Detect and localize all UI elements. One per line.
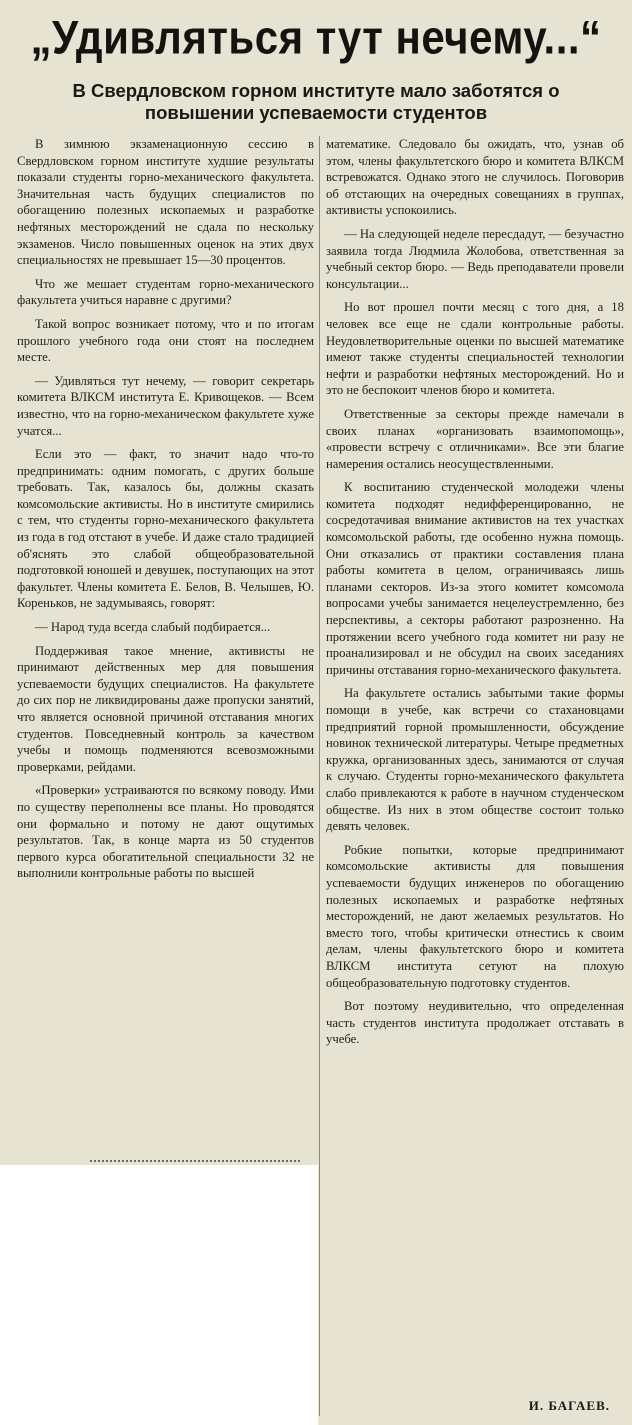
paragraph: Что же мешает студентам горно-механического факультета учиться наравне с другими? [17, 276, 314, 308]
author-signature: И. БАГАЕВ. [528, 1398, 610, 1413]
paragraph: — Народ туда всегда слабый подбирается... [35, 620, 271, 635]
paragraph: Если это — факт, то значит надо что-то предпринимать: одним помогать, с других больше требовать. Так, казалось бы, должны сказать комсомольские активисты. Но в институте смирились с тем, что студенты горно-механического факультета из года в год отстают в учебе. И даже стало традицией об'яснять это слабой общеобразовательной подготовкой юношей и девушек, поступающих на этот факультет. Члены комитета Е. Белов, В. Челышев, Ю. Кореньков, не задумываясь, говорят: [17, 447, 314, 611]
paragraph: — На следующей неделе пересдадут, — безучастно заявила тогда Людмила Жолобова, ответственная за учебный сектор бюро. — Ведь преподаватели провели консультации... [326, 226, 624, 291]
article-title: „Удивляться тут нечему...“ [30, 11, 602, 64]
paragraph: Робкие попытки, которые предпринимают комсомольские активисты для повышения успеваемости будущих инженеров по обогащению полезных ископаемых и разработке нефтяных месторождений, не дают желаемых результатов. Но вместо того, чтобы критически отнестись к своим делам, члены факультетского бюро и комитета ВЛКСМ института сетуют на плохую общеобразовательную подготовку студентов. [326, 842, 624, 990]
column-divider [319, 136, 320, 1416]
right-column [326, 136, 624, 1421]
paragraph: Но вот прошел почти месяц с того дня, а 18 человек все еще не сдали контрольные работы. Неудовлетворительные оценки по высшей математике имеют также студенты специальностей технологии нефти и разработки нефтяных месторождений. Но и это не беспокоит членов бюро и комитета. [326, 300, 624, 398]
paragraph: К воспитанию студенческой молодежи члены комитета подходят недифференцированно, не сосредотачивая внимание активистов на тех участках комсомольской работы, где особенно нужна помощь. Они отказались от практики составления плана работы комитета в целом, ограничиваясь лишь планами секторов. Из-за этого комитет комсомола вопросами учебы занимается нецелеустремленно, без перспективы, а секторы работают разрозненно. На протяжении всего учебного года комитет ни разу не проанализировал и не обсудил на своих заседаниях причины отставания горно-механического факультета. [326, 480, 624, 677]
paragraph: — Удивляться тут нечему, — говорит секретарь комитета ВЛКСМ института Е. Кривощеков. — Всем известно, что на горно-механическом факультете хуже учатся... [17, 373, 314, 438]
bottom-rule [90, 1160, 300, 1162]
paragraph: В зимнюю экзаменационную сессию в Свердловском горном институте худшие результаты показали студенты горно-механического факультета. Значительная часть будущих специалистов по обогащению полезных ископаемых и разработке нефтяных месторождений не сдала по нескольку экзаменов. Число повышенных оценок на этих двух специальностях не превышает 15—30 процентов. [17, 137, 314, 268]
paragraph: математике. Следовало бы ожидать, что, узнав об этом, члены факультетского бюро и комитета ВЛКСМ встревожатся. Однако этого не случилось. Поговорив об отстающих на очередных совещаниях в группах, активисты успокоились. [326, 137, 624, 218]
paragraph: На факультете остались забытыми такие формы помощи в учебе, как встречи со стахановцами предприятий горной промышленности, обсуждение новинок технической литературы. Четыре предметных кружка, организованных здесь, занимаются от случая к случаю. Студенты горно-механического факультета слабо привлекаются к работе в научном студенческом обществе. Из них в этом обществе состоит только девять человек. [326, 686, 624, 834]
paragraph: «Проверки» устраиваются по всякому поводу. Ими по существу переполнены все планы. Но проводятся они формально и потому не дают ощутимых результатов. Так, в конце марта из 50 студентов первого курса обогатительной специальности 32 не выполнили контрольные работы по высшей [17, 783, 314, 881]
paragraph: Ответственные за секторы прежде намечали в своих планах «организовать взаимопомощь», «провести встречу с отличниками». Все эти благие намерения остались неосуществленными. [326, 406, 624, 471]
left-column [17, 136, 314, 1161]
paragraph: Такой вопрос возникает потому, что и по итогам прошлого учебного года они стоят на последнем месте. [17, 316, 314, 365]
article-subtitle: В Свердловском горном институте мало заботятся о повышении успеваемости студентов [72, 80, 560, 123]
paragraph: Вот поэтому неудивительно, что определенная часть студентов института продолжает отставать в учебе. [326, 999, 624, 1047]
paragraph: Поддерживая такое мнение, активисты не принимают действенных мер для повышения успеваемости будущих специалистов. На факультете до сих пор не ликвидированы даже пропуски занятий, что является основной причиной отставания многих студентов. Повседневный контроль за качеством учебы и помощь подменяются всевозможными проверками, рейдами. [17, 643, 314, 774]
